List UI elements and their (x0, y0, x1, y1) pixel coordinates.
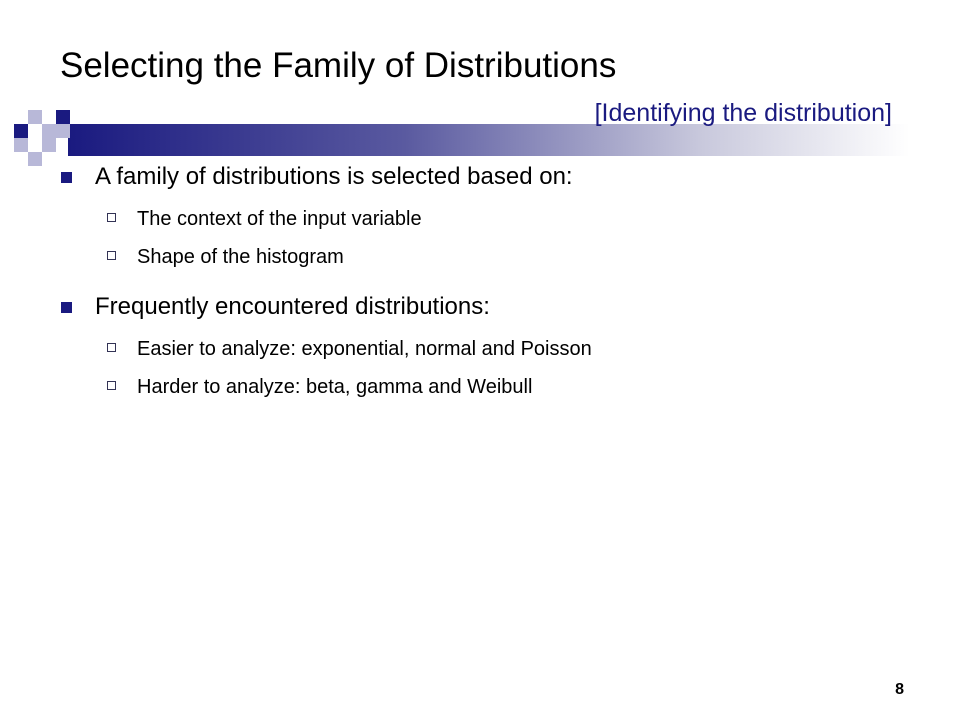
decor-square-2 (28, 110, 42, 124)
sub-bullet-text: Easier to analyze: exponential, normal and Poisson (137, 338, 592, 360)
sub-bullet-text: Harder to analyze: beta, gamma and Weibull (137, 376, 533, 398)
hollow-square-bullet-icon (107, 343, 116, 352)
decor-square-1 (14, 124, 28, 138)
sub-bullet-item (107, 205, 920, 233)
decor-square-4 (56, 110, 70, 124)
slide-title: Selecting the Family of Distributions (60, 46, 617, 85)
sub-bullet-text: Shape of the histogram (137, 246, 344, 268)
bullet-item (60, 161, 920, 193)
header-gradient-bar (68, 124, 910, 156)
bullet-list (60, 161, 920, 401)
hollow-square-bullet-icon (107, 213, 116, 222)
filled-square-bullet-icon (61, 172, 72, 183)
bullet-text: A family of distributions is selected based on: (95, 163, 573, 190)
bullet-text: Frequently encountered distributions: (95, 293, 490, 320)
decor-square-7 (28, 152, 42, 166)
sub-bullet-item (107, 243, 920, 271)
sub-bullet-item (107, 373, 920, 401)
bullet-item (60, 291, 920, 323)
slide-subtitle: [Identifying the distribution] (594, 99, 892, 127)
decor-square-8 (56, 124, 70, 138)
decor-square-3 (42, 124, 56, 138)
hollow-square-bullet-icon (107, 381, 116, 390)
decor-square-6 (42, 138, 56, 152)
sub-bullet-text: The context of the input variable (137, 208, 422, 230)
filled-square-bullet-icon (61, 302, 72, 313)
decor-square-5 (14, 138, 28, 152)
hollow-square-bullet-icon (107, 251, 116, 260)
page-number: 8 (895, 681, 904, 698)
sub-bullet-item (107, 335, 920, 363)
